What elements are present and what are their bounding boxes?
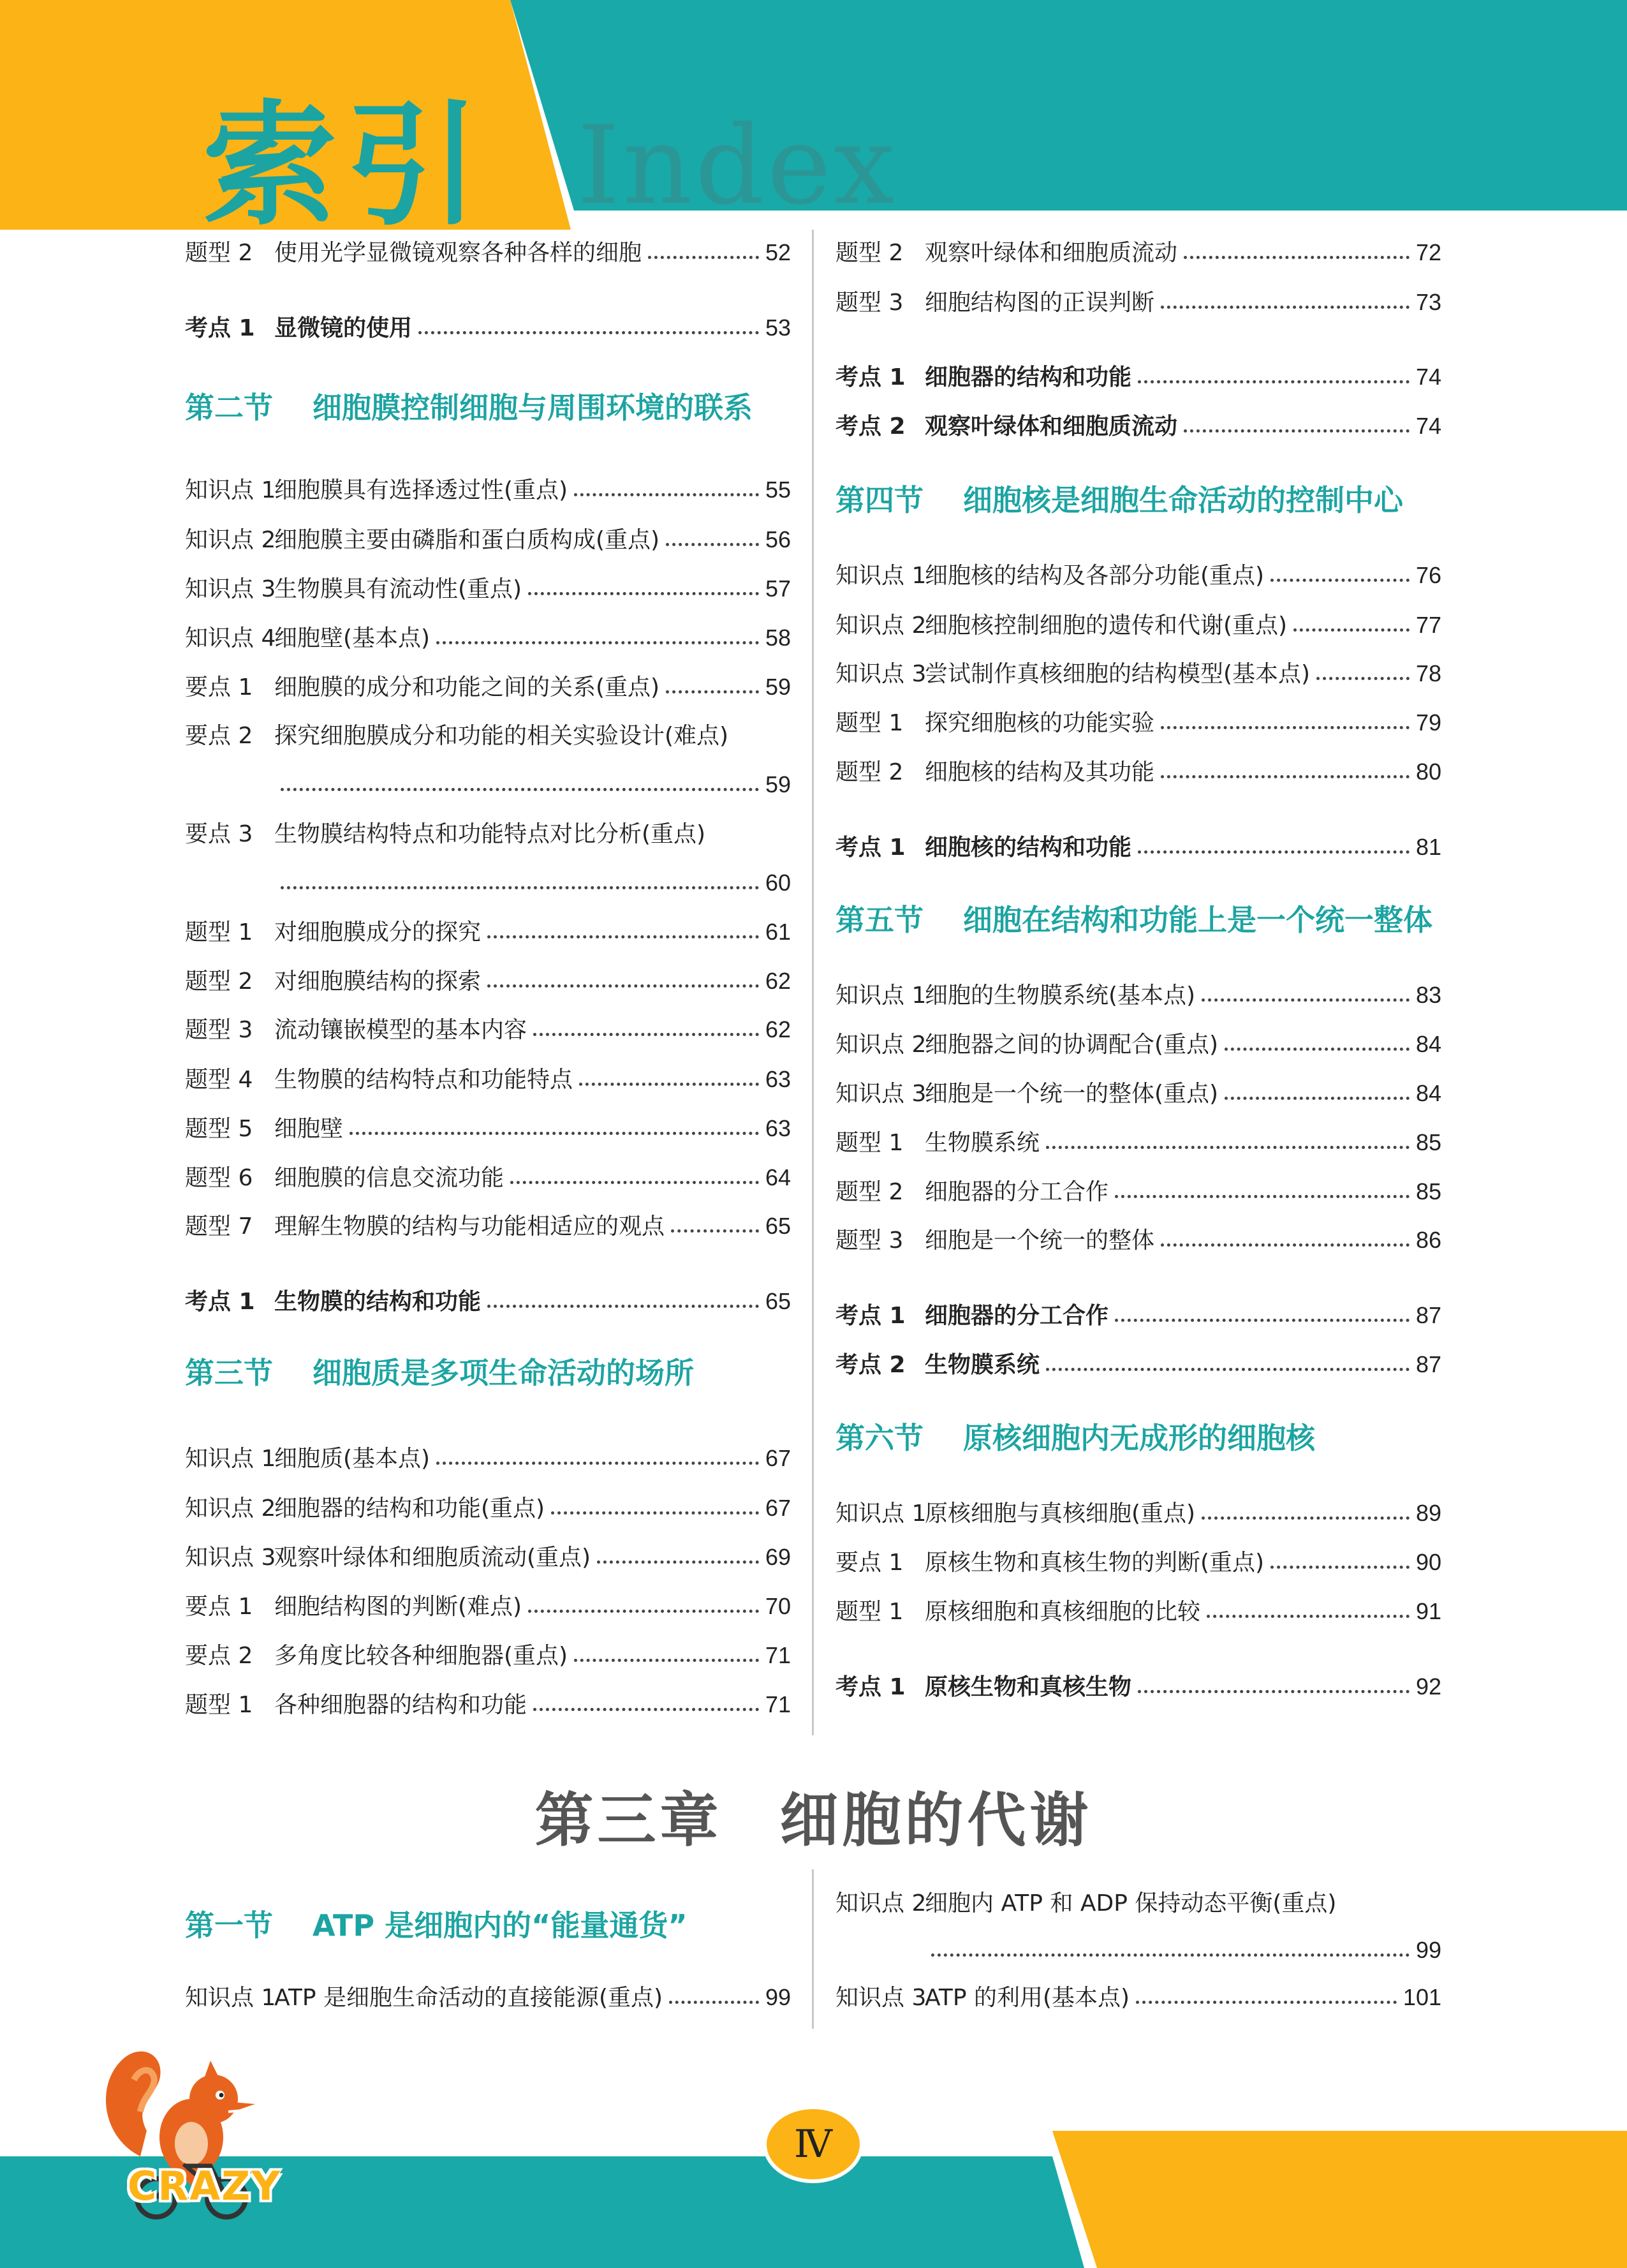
entry-page: 92	[1415, 1673, 1441, 1700]
entry-page: 86	[1415, 1227, 1441, 1253]
entry-text: 生物膜的结构特点和功能特点	[274, 1067, 573, 1093]
section-number: 第二节	[185, 390, 273, 425]
leader-dots	[579, 1083, 759, 1086]
entry-text: 细胞器的分工合作	[925, 1179, 1109, 1205]
entry-page: 65	[765, 1213, 791, 1239]
index-entry	[836, 237, 1441, 268]
entry-tag: 知识点 2	[185, 1495, 276, 1522]
entry-text: 细胞壁(基本点)	[274, 625, 431, 651]
leader-dots	[1161, 726, 1410, 729]
leader-dots	[671, 1229, 759, 1233]
index-entry	[836, 287, 1441, 318]
entry-page: 58	[765, 625, 791, 651]
entry-text: 原核生物和真核生物	[925, 1674, 1132, 1700]
entry-text: 细胞内 ATP 和 ADP 保持动态平衡(重点)	[925, 1890, 1337, 1916]
index-entry	[836, 362, 1441, 392]
entry-tag: 题型 3	[836, 290, 904, 316]
index-entry	[836, 1078, 1441, 1109]
index-entry	[836, 560, 1441, 591]
leader-dots	[487, 1305, 759, 1308]
leader-dots	[666, 543, 759, 546]
index-entry	[836, 658, 1441, 689]
index-entry	[836, 1547, 1441, 1578]
leader-dots	[1161, 1243, 1410, 1247]
entry-tag: 题型 2	[185, 968, 253, 995]
entry-tag: 要点 1	[185, 1594, 253, 1620]
entry-tag: 考点 2	[836, 1352, 906, 1378]
leader-dots	[528, 592, 759, 595]
index-entry	[185, 524, 791, 555]
entry-page: 90	[1415, 1549, 1441, 1575]
section-heading	[185, 1354, 791, 1392]
index-entry	[185, 1591, 791, 1622]
entry-tag: 知识点 2	[836, 1890, 927, 1916]
entry-text: 原核生物和真核生物的判断(重点)	[925, 1550, 1265, 1576]
leader-dots	[1184, 429, 1410, 433]
entry-text: ATP 的利用(基本点)	[925, 1985, 1130, 2011]
entry-tag: 知识点 3	[836, 661, 927, 687]
index-entry	[185, 1286, 791, 1317]
index-entry	[836, 1349, 1441, 1380]
index-entry	[836, 1225, 1441, 1256]
entry-text: 细胞核的结构及各部分功能(重点)	[925, 563, 1265, 589]
page-title: 索引	[203, 87, 489, 244]
entry-tag: 题型 2	[836, 759, 904, 785]
entry-page: 85	[1415, 1129, 1441, 1155]
index-entry	[185, 1162, 791, 1193]
entry-text: 探究细胞膜成分和功能的相关实验设计(难点)	[274, 723, 729, 749]
leader-dots	[1293, 628, 1410, 632]
entry-text: 生物膜系统	[925, 1130, 1040, 1156]
entry-page: 71	[765, 1642, 791, 1668]
entry-page: 64	[765, 1164, 791, 1190]
entry-text: 细胞膜具有选择透过性(重点)	[274, 477, 568, 503]
chapter-number: 第三章	[534, 1786, 723, 1855]
leader-dots	[597, 1560, 759, 1564]
index-entry	[836, 1176, 1441, 1207]
entry-text: 生物膜系统	[925, 1352, 1040, 1378]
section-number: 第六节	[836, 1421, 924, 1455]
leader-dots	[487, 935, 759, 938]
section-title: 细胞质是多项生命活动的场所	[313, 1356, 694, 1390]
index-entry-continuation	[185, 769, 791, 800]
entry-page: 53	[765, 315, 791, 341]
entry-page: 56	[765, 526, 791, 552]
index-entry	[836, 1498, 1441, 1529]
index-entry	[185, 1982, 791, 2013]
entry-tag: 知识点 2	[185, 527, 276, 553]
leader-dots	[1115, 1195, 1410, 1198]
entry-text: 多角度比较各种细胞器(重点)	[274, 1643, 568, 1669]
entry-tag: 考点 1	[185, 1289, 255, 1315]
leader-dots	[436, 641, 759, 644]
entry-page: 87	[1415, 1351, 1441, 1377]
index-entry	[836, 1888, 1441, 1919]
page-number: Ⅳ	[763, 2105, 864, 2183]
entry-text: 细胞是一个统一的整体	[925, 1227, 1155, 1254]
entry-page: 69	[765, 1544, 791, 1570]
entry-page: 73	[1415, 289, 1441, 315]
column-divider	[812, 230, 814, 1735]
index-entry	[185, 1493, 791, 1523]
index-entry	[185, 917, 791, 947]
leader-dots	[1138, 850, 1410, 854]
entry-text: 细胞质(基本点)	[274, 1446, 431, 1472]
leader-dots	[1184, 256, 1410, 259]
leader-dots	[533, 1033, 759, 1036]
index-entry	[185, 1014, 791, 1045]
section-title: 原核细胞内无成形的细胞核	[963, 1421, 1315, 1455]
index-entry	[185, 1542, 791, 1573]
entry-text: 观察叶绿体和细胞质流动(重点)	[274, 1545, 591, 1571]
entry-text: 细胞器的结构和功能	[925, 364, 1132, 390]
leader-dots	[1161, 306, 1410, 309]
entry-tag: 考点 1	[836, 364, 906, 390]
index-entry	[185, 966, 791, 997]
entry-tag: 题型 1	[836, 710, 904, 736]
logo-text: CRAZY	[128, 2163, 282, 2209]
entry-tag: 知识点 2	[836, 1032, 927, 1058]
entry-page: 61	[765, 919, 791, 945]
leader-dots	[1202, 998, 1410, 1002]
entry-page: 85	[1415, 1178, 1441, 1204]
index-entry	[836, 1671, 1441, 1702]
entry-page: 99	[765, 1984, 791, 2010]
entry-page: 101	[1402, 1984, 1441, 2010]
entry-page: 52	[765, 239, 791, 265]
leader-dots	[1270, 579, 1410, 582]
entry-text: 原核细胞与真核细胞(重点)	[925, 1501, 1196, 1527]
index-entry-continuation	[836, 1935, 1441, 1966]
leader-dots	[1225, 1048, 1410, 1051]
entry-tag: 题型 4	[185, 1067, 253, 1093]
entry-text: 细胞核的结构和功能	[925, 834, 1132, 861]
index-entry	[185, 313, 791, 343]
leader-dots	[1138, 380, 1410, 383]
entry-tag: 知识点 3	[836, 1985, 927, 2011]
leader-dots	[666, 690, 759, 693]
index-entry	[836, 757, 1441, 787]
entry-page: 91	[1415, 1598, 1441, 1624]
leader-dots	[436, 1462, 759, 1465]
leader-dots	[1138, 1690, 1410, 1693]
index-entry	[185, 672, 791, 702]
index-entry	[185, 1640, 791, 1671]
section-heading	[836, 481, 1441, 519]
entry-text: 细胞结构图的正误判断	[925, 290, 1155, 316]
section-heading	[185, 1906, 791, 1945]
entry-page: 71	[765, 1691, 791, 1717]
section-heading	[836, 1419, 1441, 1457]
entry-page: 59	[765, 771, 791, 797]
index-entry	[185, 574, 791, 604]
chapter-title: 细胞的代谢	[779, 1786, 1093, 1855]
index-entry	[185, 1064, 791, 1095]
index-entry	[185, 623, 791, 653]
section-number: 第五节	[836, 903, 924, 937]
entry-tag: 题型 2	[185, 240, 253, 266]
leader-dots	[1161, 775, 1410, 778]
entry-page: 87	[1415, 1302, 1441, 1328]
entry-text: 尝试制作真核细胞的结构模型(基本点)	[925, 661, 1311, 687]
entry-page: 78	[1415, 660, 1441, 686]
entry-text: 使用光学显微镜观察各种各样的细胞	[274, 240, 642, 266]
index-entry	[836, 1029, 1441, 1060]
entry-text: 细胞壁	[274, 1116, 344, 1142]
section-number: 第三节	[185, 1356, 273, 1390]
leader-dots	[931, 1953, 1410, 1957]
leader-dots	[1270, 1566, 1410, 1569]
entry-text: 细胞是一个统一的整体(重点)	[925, 1081, 1219, 1107]
leader-dots	[574, 493, 759, 496]
entry-page: 72	[1415, 239, 1441, 265]
entry-tag: 知识点 1	[836, 982, 927, 1009]
entry-page: 76	[1415, 562, 1441, 588]
entry-text: 理解生物膜的结构与功能相适应的观点	[274, 1213, 665, 1240]
entry-tag: 题型 3	[836, 1227, 904, 1254]
index-entry	[836, 980, 1441, 1011]
chapter-heading	[0, 1774, 1627, 1858]
entry-tag: 考点 1	[836, 1674, 906, 1700]
entry-text: 显微镜的使用	[274, 315, 413, 341]
entry-page: 84	[1415, 1080, 1441, 1106]
entry-text: 细胞核控制细胞的遗传和代谢(重点)	[925, 612, 1288, 639]
entry-text: 细胞器的结构和功能(重点)	[274, 1495, 545, 1522]
entry-tag: 题型 1	[836, 1130, 904, 1156]
entry-text: 生物膜的结构和功能	[274, 1289, 482, 1315]
entry-tag: 考点 1	[185, 315, 255, 341]
entry-tag: 题型 1	[836, 1599, 904, 1625]
entry-page: 62	[765, 968, 791, 994]
leader-dots	[1316, 677, 1410, 680]
index-entry	[185, 1443, 791, 1474]
entry-page: 63	[765, 1066, 791, 1092]
leader-dots	[574, 1659, 759, 1662]
entry-page: 99	[1415, 1937, 1441, 1963]
entry-tag: 考点 1	[836, 834, 906, 861]
entry-page: 63	[765, 1115, 791, 1141]
leader-dots	[533, 1708, 759, 1711]
entry-page: 55	[765, 477, 791, 503]
entry-tag: 题型 2	[836, 1179, 904, 1205]
index-entry	[836, 1982, 1441, 2013]
leader-dots	[551, 1511, 759, 1515]
entry-text: 细胞器之间的协调配合(重点)	[925, 1032, 1219, 1058]
entry-tag: 题型 3	[185, 1017, 253, 1043]
entry-tag: 题型 1	[185, 1692, 253, 1718]
entry-tag: 知识点 1	[836, 1501, 927, 1527]
index-entry	[185, 1689, 791, 1720]
entry-text: 生物膜具有流动性(重点)	[274, 576, 522, 602]
entry-text: 细胞核的结构及其功能	[925, 759, 1155, 785]
leader-dots	[281, 788, 759, 791]
leader-dots	[1225, 1097, 1410, 1100]
entry-tag: 要点 1	[185, 674, 253, 700]
leader-dots	[1046, 1146, 1410, 1149]
entry-tag: 题型 2	[836, 240, 904, 266]
entry-page: 89	[1415, 1500, 1441, 1526]
entry-page: 81	[1415, 834, 1441, 860]
entry-page: 83	[1415, 982, 1441, 1008]
column-divider-bottom	[812, 1869, 814, 2029]
section-number: 第一节	[185, 1908, 273, 1943]
index-entry	[836, 610, 1441, 641]
entry-tag: 知识点 1	[185, 477, 276, 503]
entry-text: 对细胞膜成分的探究	[274, 919, 482, 945]
index-entry	[836, 1596, 1441, 1627]
entry-page: 80	[1415, 759, 1441, 785]
entry-tag: 知识点 4	[185, 625, 276, 651]
leader-dots	[1202, 1516, 1410, 1520]
leader-dots	[350, 1132, 759, 1135]
section-heading	[836, 901, 1441, 939]
entry-tag: 知识点 1	[836, 563, 927, 589]
leader-dots	[510, 1181, 759, 1184]
index-entry	[836, 1300, 1441, 1331]
index-entry	[836, 1127, 1441, 1158]
entry-tag: 知识点 3	[185, 1545, 276, 1571]
entry-text: 原核细胞和真核细胞的比较	[925, 1599, 1201, 1625]
entry-page: 67	[765, 1445, 791, 1471]
index-entry	[185, 475, 791, 505]
section-heading	[185, 389, 791, 427]
index-entry	[185, 237, 791, 268]
entry-text: 观察叶绿体和细胞质流动	[925, 413, 1178, 440]
entry-text: 各种细胞器的结构和功能	[274, 1692, 527, 1718]
entry-page: 67	[765, 1495, 791, 1521]
entry-text: 对细胞膜结构的探索	[274, 968, 482, 995]
index-entry	[185, 721, 791, 752]
entry-text: 细胞膜的信息交流功能	[274, 1165, 504, 1191]
entry-text: 细胞的生物膜系统(基本点)	[925, 982, 1196, 1009]
entry-page: 74	[1415, 413, 1441, 439]
leader-dots	[281, 886, 759, 889]
entry-tag: 要点 2	[185, 1643, 253, 1669]
leader-dots	[418, 331, 759, 334]
entry-page: 60	[765, 870, 791, 896]
entry-page: 62	[765, 1016, 791, 1042]
entry-text: 生物膜结构特点和功能特点对比分析(重点)	[274, 821, 706, 847]
leader-dots	[528, 1610, 759, 1613]
leader-dots	[648, 256, 759, 259]
entry-page: 74	[1415, 364, 1441, 390]
leader-dots	[1046, 1368, 1410, 1371]
entry-text: 探究细胞核的功能实验	[925, 710, 1155, 736]
entry-tag: 考点 2	[836, 413, 906, 440]
leader-dots	[1115, 1319, 1410, 1322]
leader-dots	[1136, 2001, 1397, 2004]
leader-dots	[487, 984, 759, 988]
entry-page: 84	[1415, 1031, 1441, 1057]
entry-tag: 要点 3	[185, 821, 253, 847]
entry-text: 细胞膜主要由磷脂和蛋白质构成(重点)	[274, 527, 660, 553]
entry-text: 观察叶绿体和细胞质流动	[925, 240, 1178, 266]
entry-text: 细胞器的分工合作	[925, 1303, 1109, 1329]
entry-page: 65	[765, 1288, 791, 1314]
entry-text: 细胞结构图的判断(难点)	[274, 1594, 522, 1620]
leader-dots	[669, 2001, 759, 2004]
index-entry	[185, 1211, 791, 1241]
index-entry	[836, 832, 1441, 863]
section-title: 细胞膜控制细胞与周围环境的联系	[313, 390, 753, 425]
entry-tag: 考点 1	[836, 1303, 906, 1329]
index-entry-continuation	[185, 868, 791, 898]
entry-tag: 题型 1	[185, 919, 253, 945]
entry-page: 70	[765, 1593, 791, 1619]
entry-text: 细胞膜的成分和功能之间的关系(重点)	[274, 674, 660, 700]
entry-tag: 知识点 1	[185, 1446, 276, 1472]
entry-text: ATP 是细胞生命活动的直接能源(重点)	[274, 1985, 663, 2011]
entry-tag: 要点 2	[185, 723, 253, 749]
entry-tag: 知识点 3	[185, 576, 276, 602]
entry-tag: 题型 7	[185, 1213, 253, 1240]
entry-tag: 知识点 1	[185, 1985, 276, 2011]
index-entry	[185, 1113, 791, 1144]
section-title: ATP 是细胞内的“能量通货”	[313, 1908, 688, 1943]
entry-page: 59	[765, 674, 791, 700]
index-entry	[836, 411, 1441, 441]
entry-tag: 题型 5	[185, 1116, 253, 1142]
entry-tag: 知识点 2	[836, 612, 927, 639]
entry-page: 77	[1415, 612, 1441, 638]
index-entry	[185, 819, 791, 850]
section-number: 第四节	[836, 483, 924, 517]
section-title: 细胞在结构和功能上是一个统一整体	[963, 903, 1432, 937]
index-entry	[836, 708, 1441, 738]
entry-text: 流动镶嵌模型的基本内容	[274, 1017, 527, 1043]
page-title-english: Index	[577, 103, 897, 229]
section-title: 细胞核是细胞生命活动的控制中心	[963, 483, 1403, 517]
entry-tag: 题型 6	[185, 1165, 253, 1191]
leader-dots	[1207, 1615, 1410, 1618]
entry-tag: 要点 1	[836, 1550, 904, 1576]
entry-page: 79	[1415, 709, 1441, 736]
entry-page: 57	[765, 575, 791, 602]
entry-tag: 知识点 3	[836, 1081, 927, 1107]
